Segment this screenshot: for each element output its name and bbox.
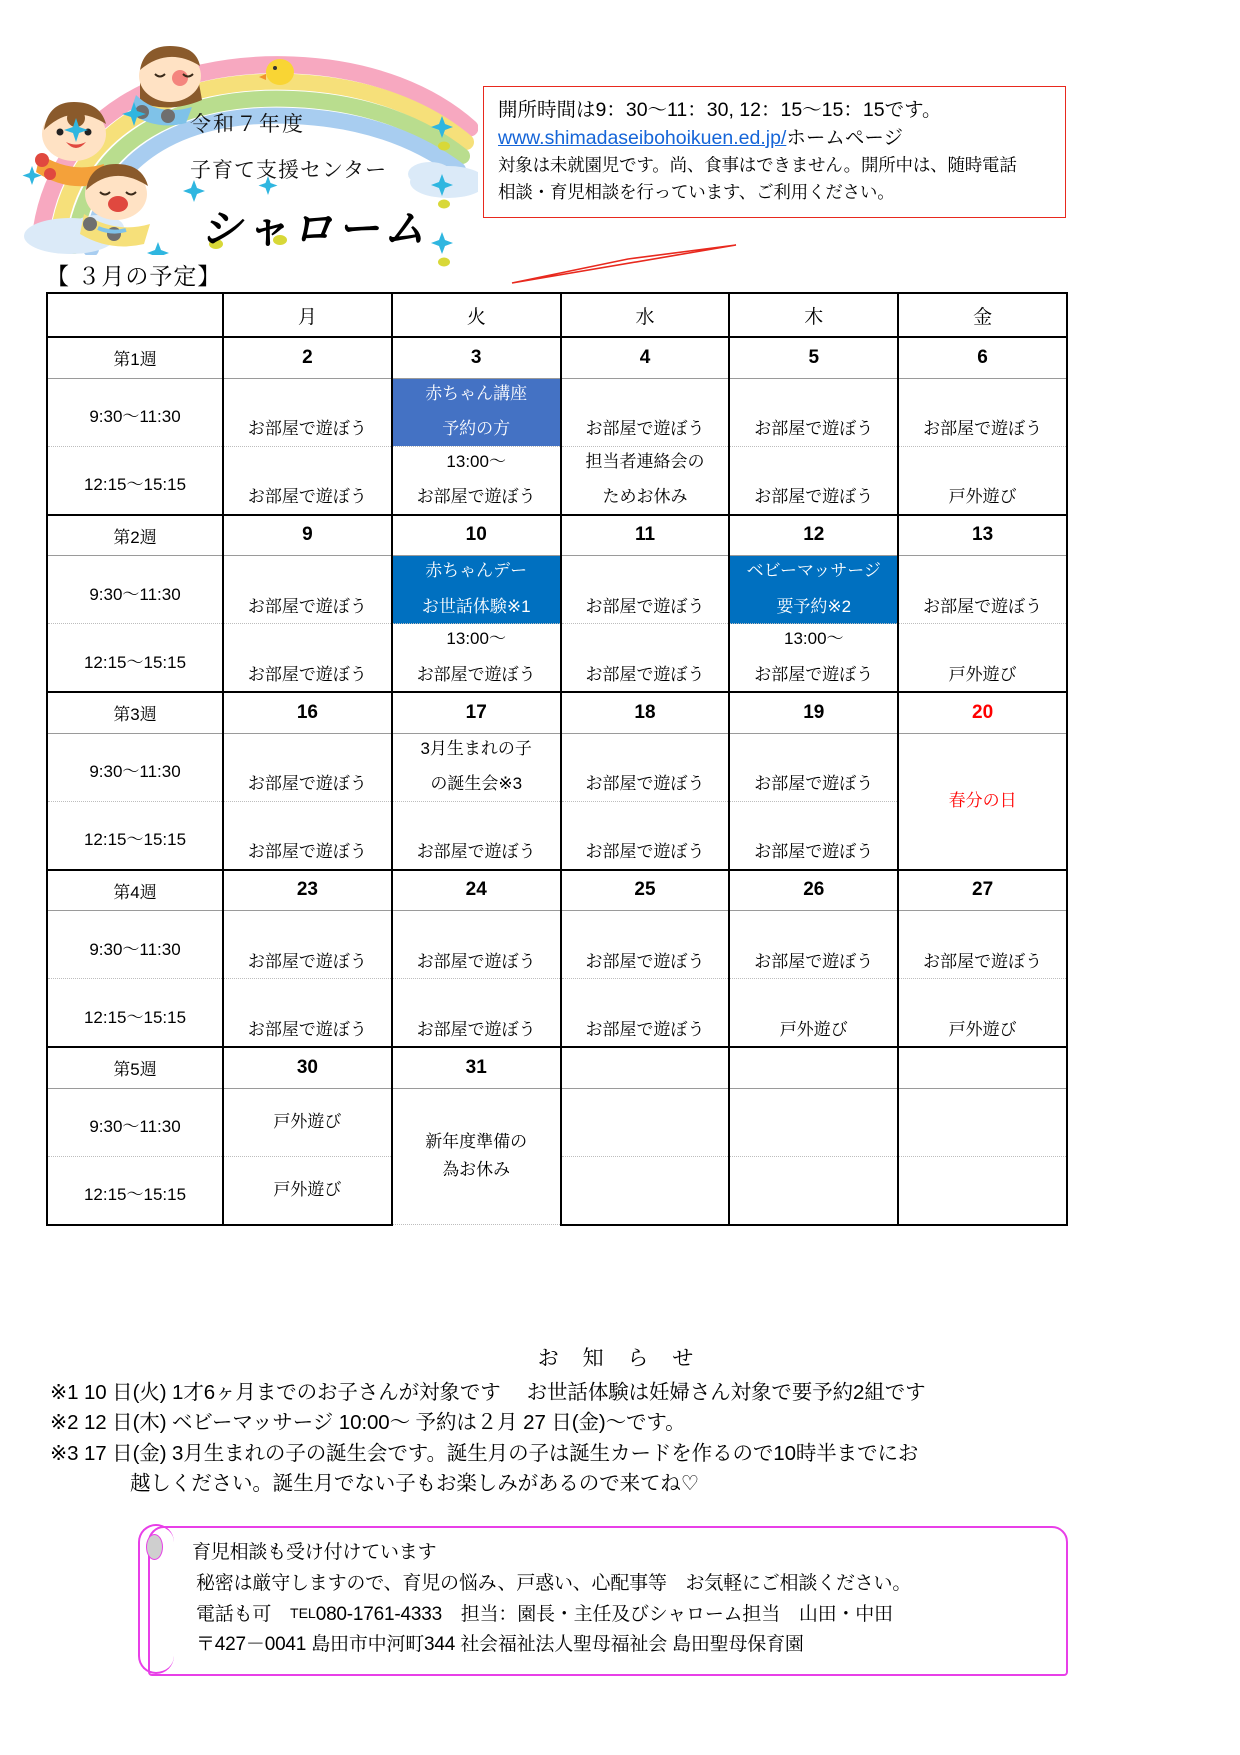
- day-of-week-header: 月: [223, 293, 392, 337]
- schedule-cell-inner: [899, 979, 1066, 1046]
- schedule-cell-inner: [562, 624, 729, 691]
- contact-box-clip-icon: [146, 1534, 163, 1560]
- schedule-cell: [729, 1156, 898, 1225]
- notices-list: [50, 1378, 1210, 1499]
- date-number-cell: 27: [898, 870, 1067, 911]
- time-slot-label: 9:30～11:30: [47, 378, 223, 446]
- schedule-cell-bottom: 戸外遊び: [779, 1019, 848, 1039]
- schedule-cell-bottom: お部屋で遊ぼう: [247, 487, 367, 507]
- schedule-slot-row: [47, 1088, 1067, 1156]
- schedule-cell-bottom: お部屋で遊ぼう: [247, 774, 367, 794]
- center-name-title: シャローム: [200, 205, 430, 252]
- contact-line-phone: [192, 1600, 1066, 1631]
- schedule-cell-bottom: お部屋で遊ぼう: [754, 664, 874, 684]
- schedule-cell: [729, 911, 898, 979]
- schedule-cell-bottom: お部屋で遊ぼう: [416, 842, 536, 862]
- schedule-cell-bottom: お部屋で遊ぼう: [247, 419, 367, 439]
- schedule-cell-inner: [224, 556, 391, 623]
- schedule-cell-bottom: お部屋で遊ぼう: [754, 842, 874, 862]
- schedule-cell: [729, 446, 898, 515]
- schedule-cell: [729, 556, 898, 624]
- schedule-cell: [898, 979, 1067, 1048]
- date-number-cell: 24: [392, 870, 561, 911]
- schedule-cell-inner: [899, 1089, 1066, 1156]
- schedule-cell-inner: [730, 979, 897, 1046]
- corner-cell: [47, 293, 223, 337]
- schedule-cell: [898, 446, 1067, 515]
- schedule-cell-bottom: お部屋で遊ぼう: [247, 842, 367, 862]
- schedule-cell: [561, 378, 730, 446]
- website-link[interactable]: www.shimadaseibohoikuen.ed.jp/: [498, 126, 787, 149]
- schedule-cell-inner: [224, 979, 391, 1046]
- schedule-cell: [392, 446, 561, 515]
- schedule-cell-inner: [899, 379, 1066, 446]
- schedule-cell: [223, 911, 392, 979]
- schedule-cell: [561, 1088, 730, 1156]
- schedule-cell: [392, 979, 561, 1048]
- schedule-cell-bottom: お部屋で遊ぼう: [754, 487, 874, 507]
- month-schedule-title: 【 ３月の予定】: [46, 263, 222, 289]
- schedule-cell-bottom: お部屋で遊ぼう: [585, 664, 705, 684]
- phone-prefix-label: 電話も可: [196, 1603, 291, 1625]
- schedule-cell: [729, 979, 898, 1048]
- schedule-cell-inner: [224, 379, 391, 446]
- date-number-cell: 16: [223, 692, 392, 733]
- schedule-cell-inner: [730, 624, 897, 691]
- schedule-cell-line: 新年度準備の: [425, 1132, 528, 1152]
- schedule-cell-inner: [899, 624, 1066, 691]
- date-number-cell: 23: [223, 870, 392, 911]
- schedule-slot-row: [47, 446, 1067, 515]
- schedule-cell-inner: [393, 447, 560, 514]
- schedule-cell: [223, 378, 392, 446]
- schedule-cell: [561, 556, 730, 624]
- time-slot-label: 9:30～11:30: [47, 911, 223, 979]
- homepage-suffix: ホームページ: [786, 126, 903, 149]
- center-type-label: 子育て支援センター: [190, 159, 388, 182]
- date-number-cell: 3: [392, 337, 561, 378]
- schedule-cell: [729, 378, 898, 446]
- schedule-cell: [392, 624, 561, 693]
- schedule-cell: [898, 733, 1067, 870]
- day-of-week-header: 火: [392, 293, 561, 337]
- schedule-cell-bottom: お部屋で遊ぼう: [585, 842, 705, 862]
- schedule-cell-text: 戸外遊び: [273, 1111, 342, 1131]
- schedule-cell-top: 赤ちゃんデー: [425, 561, 528, 580]
- schedule-cell-inner: [899, 1157, 1066, 1224]
- contact-line-consultation: 育児相談も受け付けています: [192, 1542, 437, 1563]
- schedule-cell-bottom: の誕生会※3: [430, 774, 523, 794]
- schedule-cell-bottom: お部屋で遊ぼう: [754, 774, 874, 794]
- page-header: [0, 0, 1240, 250]
- week-date-row: [47, 692, 1067, 733]
- schedule-cell-inner: [393, 556, 560, 623]
- schedule-cell-inner: [899, 447, 1066, 514]
- schedule-cell: [561, 1156, 730, 1225]
- schedule-cell-block: [393, 1123, 560, 1190]
- schedule-slot-row: [47, 911, 1067, 979]
- week-label: 第1週: [47, 337, 223, 378]
- time-slot-label: 12:15～15:15: [47, 801, 223, 870]
- schedule-cell-inner: [393, 911, 560, 978]
- week-date-row: [47, 870, 1067, 911]
- schedule-cell-bottom: 要予約※2: [776, 596, 852, 616]
- date-number-cell: 31: [392, 1047, 561, 1088]
- schedule-cell-inner: [730, 802, 897, 869]
- schedule-cell-inner: [224, 624, 391, 691]
- schedule-cell: [392, 378, 561, 446]
- schedule-cell-inner: [224, 447, 391, 514]
- schedule-cell-inner: [562, 1157, 729, 1224]
- schedule-cell: [223, 801, 392, 870]
- schedule-cell-inner: [393, 379, 560, 446]
- schedule-cell-bottom: お部屋で遊ぼう: [585, 596, 705, 616]
- schedule-cell-inner: [562, 379, 729, 446]
- week-label: 第3週: [47, 692, 223, 733]
- notice-item-1: ※1 10 日(火) 1才6ヶ月までのお子さんが対象です お世話体験は妊婦さん対象で要予約2組です: [50, 1381, 926, 1404]
- contact-line-address: 〒427－0041 島田市中河町344 社会福祉法人聖母福祉会 島田聖母保育園: [196, 1634, 804, 1656]
- schedule-cell-inner: [562, 447, 729, 514]
- schedule-cell: [223, 1088, 392, 1156]
- schedule-cell-top: 担当者連絡会の: [585, 451, 705, 471]
- schedule-slot-row: [47, 733, 1067, 801]
- schedule-cell: [729, 1088, 898, 1156]
- schedule-cell-inner: [393, 624, 560, 691]
- schedule-cell: [392, 911, 561, 979]
- schedule-cell: [729, 801, 898, 870]
- schedule-cell-bottom: ためお休み: [602, 487, 688, 507]
- schedule-cell-text: 戸外遊び: [273, 1179, 342, 1199]
- schedule-cell-inner: [730, 447, 897, 514]
- monthly-schedule-table: [46, 292, 1068, 1226]
- day-of-week-header: 金: [898, 293, 1067, 337]
- week-date-row: [47, 515, 1067, 556]
- time-slot-label: 9:30～11:30: [47, 556, 223, 624]
- schedule-cell-bottom: 予約の方: [442, 419, 511, 439]
- day-of-week-header: 水: [561, 293, 730, 337]
- schedule-cell-bottom: お部屋で遊ぼう: [754, 951, 874, 971]
- time-slot-label: 9:30～11:30: [47, 1088, 223, 1156]
- schedule-cell-inner: [393, 979, 560, 1046]
- schedule-slot-row: [47, 556, 1067, 624]
- date-number-cell: 19: [729, 692, 898, 733]
- schedule-cell-bottom: お部屋で遊ぼう: [416, 664, 536, 684]
- date-number-cell: 26: [729, 870, 898, 911]
- schedule-cell: [898, 1088, 1067, 1156]
- contact-info-box: [148, 1526, 1068, 1676]
- date-number-cell: [898, 1047, 1067, 1088]
- date-number-cell: 13: [898, 515, 1067, 556]
- schedule-cell-inner: [730, 1089, 897, 1156]
- schedule-cell-top: 13:00～: [446, 451, 506, 471]
- table-header-row: [47, 293, 1067, 337]
- time-slot-label: 12:15～15:15: [47, 446, 223, 515]
- schedule-cell-inner: [899, 556, 1066, 623]
- schedule-cell-inner: [562, 911, 729, 978]
- day-of-week-header: 木: [729, 293, 898, 337]
- schedule-cell-bottom: 戸外遊び: [948, 487, 1017, 507]
- telephone-icon: TEL: [290, 1604, 316, 1621]
- schedule-slot-row: [47, 378, 1067, 446]
- schedule-cell: [561, 624, 730, 693]
- schedule-cell-text: 春分の日: [948, 790, 1017, 810]
- schedule-cell-bottom: 戸外遊び: [948, 1019, 1017, 1039]
- schedule-cell: [561, 446, 730, 515]
- schedule-cell-top: ベビーマッサージ: [746, 561, 881, 580]
- schedule-cell-inner: [224, 802, 391, 869]
- schedule-cell: [561, 979, 730, 1048]
- week-label: 第2週: [47, 515, 223, 556]
- schedule-cell-bottom: お部屋で遊ぼう: [585, 1019, 705, 1039]
- website-line: [498, 125, 1051, 153]
- schedule-cell: [392, 733, 561, 801]
- schedule-cell: [223, 979, 392, 1048]
- info-callout-box: [483, 86, 1066, 218]
- time-slot-label: 12:15～15:15: [47, 979, 223, 1048]
- schedule-cell: [223, 556, 392, 624]
- schedule-cell-inner: [224, 911, 391, 978]
- notice-item-2: ※2 12 日(木) ベビーマッサージ 10:00～ 予約は２月 27 日(金)～です。: [50, 1411, 686, 1435]
- target-note-line2: 相談・育児相談を行っています、ご利用ください。: [498, 181, 895, 202]
- sparkle-strip: [420, 100, 490, 280]
- opening-hours-text: 開所時間は9：30～11：30, 12：15～15：15です。: [498, 99, 942, 121]
- schedule-cell-bottom: お部屋で遊ぼう: [416, 951, 536, 971]
- target-note-line1: 対象は未就園児です。尚、食事はできません。開所中は、随時電話: [498, 155, 1017, 176]
- schedule-cell-inner: [730, 1157, 897, 1224]
- schedule-cell: [392, 1088, 561, 1225]
- schedule-cell-top: 13:00～: [446, 629, 506, 648]
- date-number-cell: 20: [898, 692, 1067, 733]
- date-number-cell: 30: [223, 1047, 392, 1088]
- time-slot-label: 12:15～15:15: [47, 624, 223, 693]
- time-slot-label: 12:15～15:15: [47, 1156, 223, 1225]
- schedule-cell-bottom: お部屋で遊ぼう: [247, 664, 367, 684]
- schedule-cell-inner: [393, 802, 560, 869]
- schedule-cell-inner: [562, 556, 729, 623]
- callout-pointer: [508, 243, 738, 285]
- date-number-cell: 11: [561, 515, 730, 556]
- schedule-cell-bottom: お部屋で遊ぼう: [247, 951, 367, 971]
- schedule-cell: [898, 911, 1067, 979]
- week-date-row: [47, 337, 1067, 378]
- schedule-cell-inner: [899, 911, 1066, 978]
- schedule-cell-bottom: お部屋で遊ぼう: [754, 419, 874, 439]
- phone-number-and-staff: 080-1761-4333 担当：園長・主任及びシャローム担当 山田・中田: [315, 1603, 893, 1625]
- date-number-cell: 9: [223, 515, 392, 556]
- schedule-cell-bottom: お部屋で遊ぼう: [585, 419, 705, 439]
- date-number-cell: 10: [392, 515, 561, 556]
- notices-heading: お 知 ら せ: [537, 1347, 703, 1370]
- week-date-row: [47, 1047, 1067, 1088]
- schedule-cell-bottom: お部屋で遊ぼう: [923, 419, 1043, 439]
- schedule-cell: [729, 733, 898, 801]
- date-number-cell: 12: [729, 515, 898, 556]
- schedule-cell-bottom: お世話体験※1: [421, 596, 531, 616]
- date-number-cell: 4: [561, 337, 730, 378]
- schedule-cell-bottom: お部屋で遊ぼう: [923, 596, 1043, 616]
- date-number-cell: 6: [898, 337, 1067, 378]
- schedule-cell-line: 為お休み: [442, 1159, 511, 1179]
- schedule-cell-inner: [730, 556, 897, 623]
- schedule-cell-bottom: 戸外遊び: [948, 664, 1017, 684]
- schedule-slot-row: [47, 624, 1067, 693]
- schedule-cell: [223, 1156, 392, 1225]
- schedule-cell-inner: [562, 1089, 729, 1156]
- schedule-cell: [392, 556, 561, 624]
- date-number-cell: 2: [223, 337, 392, 378]
- notice-item-3: ※3 17 日(金) 3月生まれの子の誕生会です。誕生月の子は誕生カードを作るので10時半までにお: [50, 1441, 919, 1465]
- schedule-cell: [223, 446, 392, 515]
- schedule-cell-inner: [730, 911, 897, 978]
- schedule-cell-bottom: お部屋で遊ぼう: [585, 951, 705, 971]
- schedule-cell-bottom: お部屋で遊ぼう: [585, 774, 705, 794]
- schedule-cell-top: 3月生まれの子: [420, 738, 532, 758]
- schedule-cell-inner: [562, 802, 729, 869]
- week-label: 第5週: [47, 1047, 223, 1088]
- schedule-cell-top: 13:00～: [784, 629, 844, 648]
- time-slot-label: 9:30～11:30: [47, 733, 223, 801]
- week-label: 第4週: [47, 870, 223, 911]
- schedule-cell: [729, 624, 898, 693]
- fiscal-year-label: 令和７年度: [190, 113, 305, 136]
- schedule-cell-inner: [730, 379, 897, 446]
- schedule-cell-bottom: お部屋で遊ぼう: [923, 951, 1043, 971]
- notice-item-3-cont: 越しください。誕生月でない子もお楽しみがあるので来てね♡: [130, 1471, 700, 1495]
- schedule-cell: [561, 801, 730, 870]
- schedule-cell: [223, 733, 392, 801]
- schedule-slot-row: [47, 979, 1067, 1048]
- schedule-cell-bottom: お部屋で遊ぼう: [247, 1019, 367, 1039]
- schedule-cell-top: 赤ちゃん講座: [425, 383, 528, 403]
- schedule-cell: [561, 911, 730, 979]
- contact-line-privacy: 秘密は厳守しますので、育児の悩み、戸惑い、心配事等 お気軽にご相談ください。: [196, 1572, 912, 1594]
- schedule-cell-inner: [224, 734, 391, 801]
- date-number-cell: [561, 1047, 730, 1088]
- schedule-cell-inner: [393, 734, 560, 801]
- schedule-cell-inner: [562, 979, 729, 1046]
- date-number-cell: [729, 1047, 898, 1088]
- schedule-cell: [898, 556, 1067, 624]
- schedule-cell: [223, 624, 392, 693]
- date-number-cell: 5: [729, 337, 898, 378]
- schedule-cell-inner: [562, 734, 729, 801]
- schedule-cell: [898, 624, 1067, 693]
- date-number-cell: 18: [561, 692, 730, 733]
- date-number-cell: 25: [561, 870, 730, 911]
- schedule-cell-bottom: お部屋で遊ぼう: [416, 487, 536, 507]
- schedule-cell: [561, 733, 730, 801]
- schedule-cell: [898, 1156, 1067, 1225]
- schedule-cell-bottom: お部屋で遊ぼう: [247, 596, 367, 616]
- schedule-cell-inner: [730, 734, 897, 801]
- schedule-cell-bottom: お部屋で遊ぼう: [416, 1019, 536, 1039]
- schedule-cell: [898, 378, 1067, 446]
- date-number-cell: 17: [392, 692, 561, 733]
- schedule-cell: [392, 801, 561, 870]
